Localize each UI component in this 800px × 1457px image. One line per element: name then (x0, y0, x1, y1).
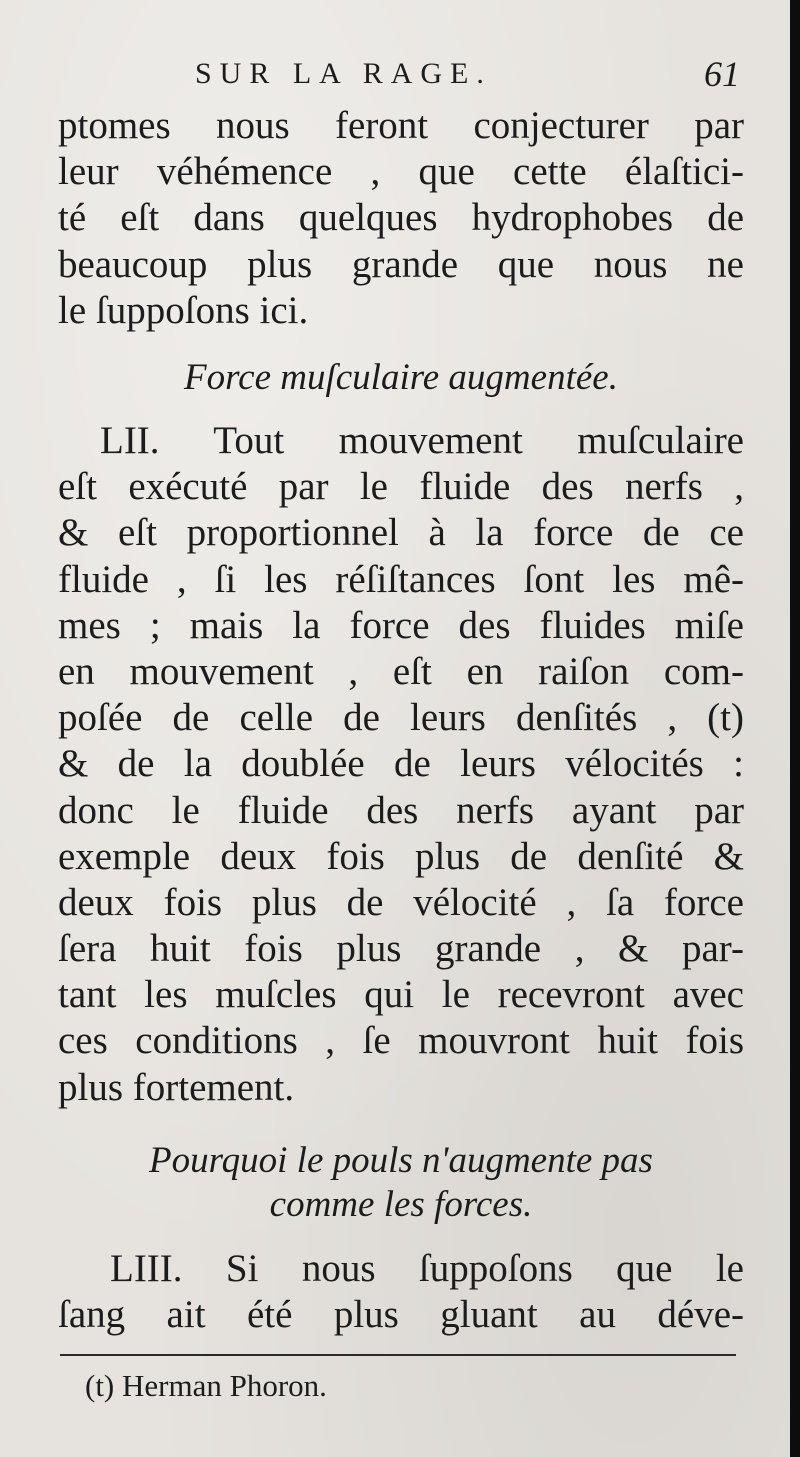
text-line: poſée de celle de leurs denſités , (t) (58, 696, 744, 740)
running-head: SUR LA RAGE. (195, 57, 492, 90)
footnote-divider (60, 1354, 736, 1356)
text-line: eſt exécuté par le fluide des nerfs , (58, 465, 744, 509)
text-line: & eſt proportionnel à la force de ce (58, 511, 744, 555)
paragraph-lii (58, 418, 744, 1111)
text-line: fluide , ſi les réſiſtances ſont les mê- (58, 557, 744, 601)
text-line: ptomes nous feront conjecturer par (58, 104, 744, 147)
text-line: ſera huit fois plus grande , & par- (58, 927, 744, 971)
text-line: leur véhémence , que cette élaſtici- (58, 150, 744, 194)
text-line: mes ; mais la force des fluides miſe (58, 603, 744, 647)
section-heading-pouls-continued: comme les forces. (269, 1184, 533, 1225)
paragraph-liii (58, 1246, 744, 1338)
text-line: té eſt dans quelques hydrophobes de (58, 196, 744, 240)
text-line: & de la doublée de leurs vélocités : (58, 742, 744, 786)
text-line: exemple deux fois plus de denſité & (58, 834, 744, 878)
text-line: donc le fluide des nerfs ayant par (58, 788, 744, 832)
text-line: plus fortement. (58, 1065, 295, 1109)
text-line: ſang ait été plus gluant au déve- (58, 1293, 744, 1337)
text-line: ces conditions , ſe mouvront huit fois (58, 1019, 744, 1063)
text-line: tant les muſcles qui le recevront avec (58, 973, 744, 1017)
text-line: en mouvement , eſt en raiſon com- (58, 649, 744, 693)
section-heading-force: Force muſculaire augmentée. (184, 357, 618, 398)
text-line: deux fois plus de vélocité , ſa force (58, 880, 744, 924)
footnote: (t) Herman Phoron. (85, 1368, 327, 1403)
text-line: LIII. Si nous ſuppoſons que le (110, 1247, 744, 1290)
text-line: LII. Tout mouvement muſculaire (100, 419, 744, 462)
page-header (195, 52, 740, 96)
section-heading-pouls: Pourquoi le pouls n'augmente pas (149, 1140, 653, 1181)
text-line: le ſuppoſons ici. (58, 288, 309, 332)
scan-edge (790, 0, 800, 1457)
paragraph-continued (58, 103, 744, 334)
text-line: beaucoup plus grande que nous ne (58, 242, 744, 286)
page-number: 61 (704, 54, 740, 94)
